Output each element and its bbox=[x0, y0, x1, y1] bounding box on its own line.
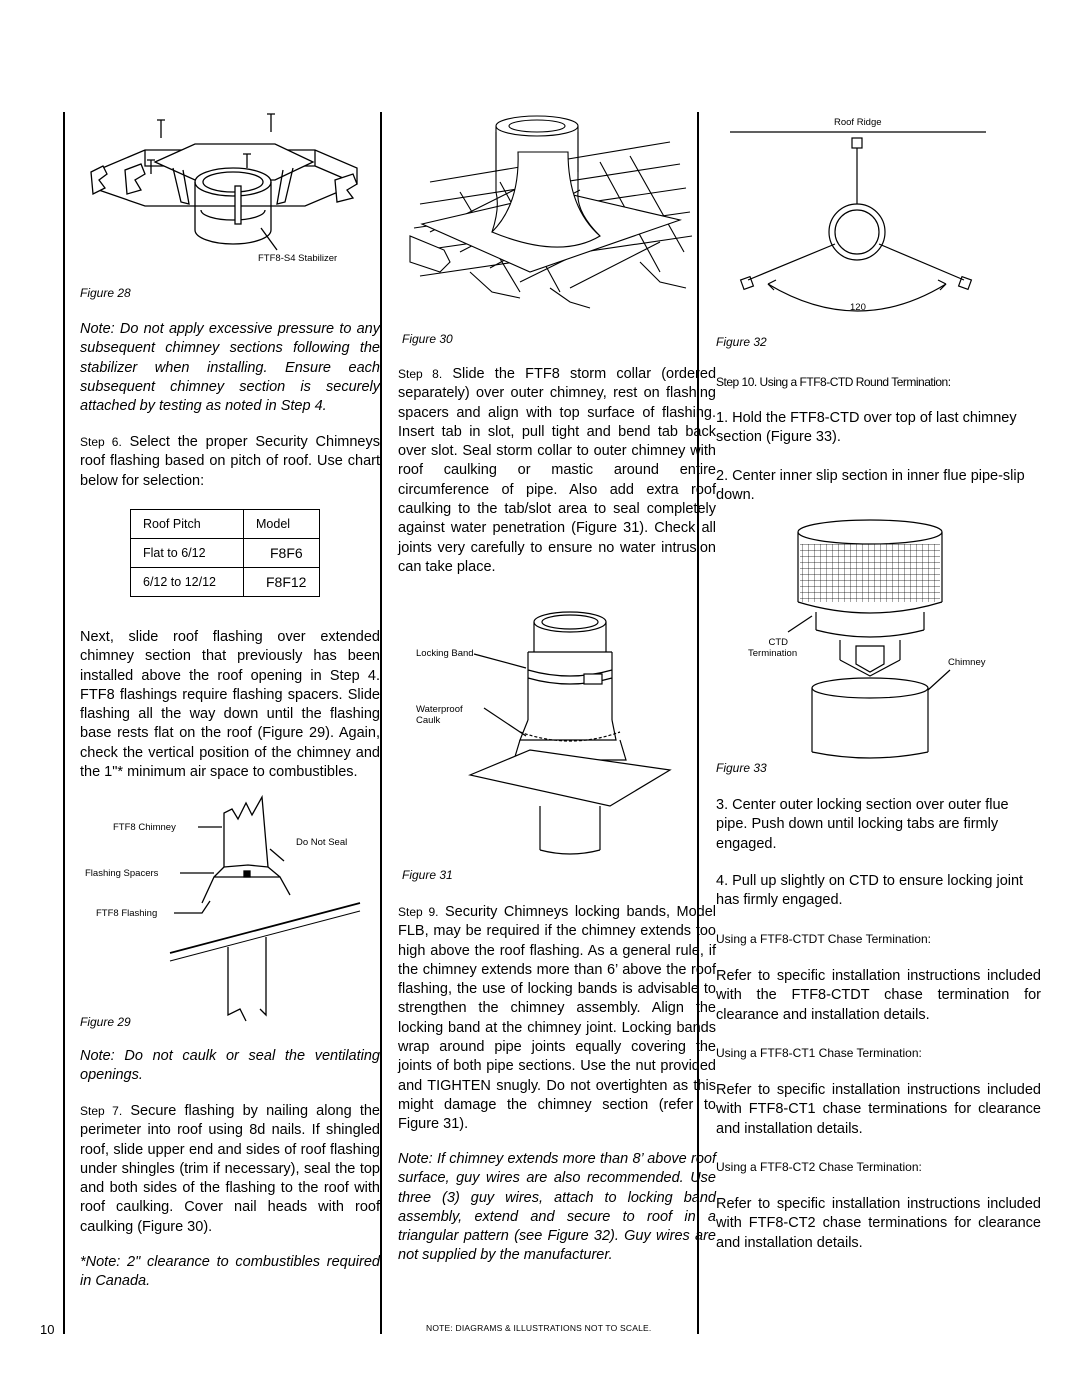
figure-29-label-flashing: FTF8 Flashing bbox=[96, 908, 158, 919]
figure-28-caption: Figure 28 bbox=[80, 286, 131, 300]
step-7-text: Secure flashing by nailing along the perimeter into roof using 8d nails. If shingled roof, slide upper end and sides of roof flashing under shingles (trim if necessary), seal the top and both sides of the flashing to the roof with roof caulking. Cover nail heads with roof caulking (Figure 30). bbox=[80, 1103, 380, 1235]
step-8-label: Step 8. bbox=[398, 367, 443, 381]
figure-29-caption: Figure 29 bbox=[80, 1015, 131, 1029]
ct1-paragraph: Refer to specific installation instructions included with FTF8-CT1 chase terminations for clearance and installation details. bbox=[716, 1082, 1041, 1137]
ctdt-paragraph: Refer to specific installation instructions included with the FTF8-CTDT chase termination for clearance and installation details. bbox=[716, 968, 1041, 1023]
step-6-text: Select the proper Security Chimneys roof flashing based on pitch of roof. Use chart below for selection: bbox=[80, 434, 380, 489]
table-cell: F8F6 bbox=[244, 539, 320, 568]
figure-31-locking-band-illustration bbox=[470, 600, 670, 850]
figure-33-label-chimney: Chimney bbox=[948, 657, 986, 668]
figure-29-label-chimney: FTF8 Chimney bbox=[113, 822, 176, 833]
step-6-label: Step 6. bbox=[80, 435, 122, 449]
figure-31-label-band: Locking Band bbox=[416, 648, 474, 659]
figure-29-label-no-seal: Do Not Seal bbox=[296, 837, 348, 848]
figure-31-caption: Figure 31 bbox=[402, 868, 453, 882]
figure-32-label-ridge: Roof Ridge bbox=[834, 117, 882, 128]
step-10-item-3: 3. Center outer locking section over outer flue pipe. Push down until locking tabs are firmly engaged. bbox=[716, 797, 1009, 852]
table-header-row bbox=[131, 510, 320, 539]
table-header-pitch: Roof Pitch bbox=[131, 510, 244, 539]
table-row bbox=[131, 568, 320, 597]
roof-pitch-table bbox=[130, 509, 320, 597]
table-cell: F8F12 bbox=[244, 568, 320, 597]
figure-30-storm-collar-illustration bbox=[400, 112, 700, 322]
ct2-heading: Using a FTF8-CT2 Chase Termination: bbox=[716, 1160, 922, 1174]
figure-32-label-angle: 120 bbox=[850, 302, 866, 313]
step-9 bbox=[398, 903, 716, 1135]
step-8-text: Slide the FTF8 storm collar (ordered separately) over outer chimney, rest on flashing spacers and align with top surface of flashing. Insert tab in slot, pull tight and bend tab back over slot. Seal storm collar to outer chimney with roof caulking or mastic around entire circumference of pipe. Also add extra roof caulking to the tab/slot area to seal completely against water penetration (Figure 31). Check all joints very carefully to ensure no water intrusion can take place. bbox=[398, 366, 717, 575]
note-guy-wires: Note: If chimney extends more than 8’ above roof surface, guy wires are also recommended. Use three (3) guy wires, attach to locking band assembly, extend and secure to roof in a triangular pattern (see Figure 32). Guy wires are not supplied by the manufacturer. bbox=[398, 1151, 716, 1264]
footer-note: NOTE: DIAGRAMS & ILLUSTRATIONS NOT TO SCALE. bbox=[426, 1323, 652, 1333]
step-7-label: Step 7. bbox=[80, 1104, 123, 1118]
figure-29-flashing-illustration bbox=[150, 795, 380, 1025]
figure-28-stabilizer-illustration bbox=[85, 110, 375, 270]
step-9-text: Security Chimneys locking bands, Model FLB, may be required if the chimney extends too high above the roof flashing. As a general rule, if the chimney extends more than 6’ above the roof flashing, the use of locking bands is advisable to strengthen the chimney assembly. Align the locking band at the chimney joint. Locking bands wrap around pipe joints equally covering the joints of both pipe sections. Use the nut provided and TIGHTEN snugly. Do not overtighten as this might damage the chimney section (refer to Figure 31). bbox=[398, 904, 716, 1133]
figure-29-label-spacers: Flashing Spacers bbox=[85, 868, 159, 879]
step-9-label: Step 9. bbox=[398, 905, 439, 919]
figure-32-caption: Figure 32 bbox=[716, 335, 767, 349]
step-8 bbox=[398, 365, 716, 577]
figure-30-caption: Figure 30 bbox=[402, 332, 453, 346]
figure-33-ctd-illustration bbox=[760, 520, 1000, 760]
ct1-heading: Using a FTF8-CT1 Chase Termination: bbox=[716, 1046, 922, 1060]
step-6 bbox=[80, 433, 380, 491]
column-rule-middle bbox=[380, 112, 382, 1334]
note-caulk-openings: Note: Do not caulk or seal the ventilating openings. bbox=[80, 1048, 380, 1084]
step-7 bbox=[80, 1102, 380, 1237]
table-header-model: Model bbox=[244, 510, 320, 539]
table-row bbox=[131, 539, 320, 568]
ct2-paragraph: Refer to specific installation instructions included with FTF8-CT2 chase terminations for clearance and installation details. bbox=[716, 1196, 1041, 1251]
flashing-paragraph: Next, slide roof flashing over extended chimney section that previously has been installed above the roof opening in Step 4. FTF8 flashings require flashing spacers. Slide flashing all the way down until the flashing base rests flat on the roof (Figure 29). Again, check the vertical position of the chimney and the 1"* minimum air space to combustibles. bbox=[80, 629, 380, 781]
figure-31-label-caulk: Waterproof Caulk bbox=[416, 704, 463, 726]
figure-33-caption: Figure 33 bbox=[716, 761, 767, 775]
ctdt-heading: Using a FTF8-CTDT Chase Termination: bbox=[716, 932, 931, 946]
column-rule-left bbox=[63, 112, 65, 1334]
table-cell: 6/12 to 12/12 bbox=[131, 568, 244, 597]
figure-32-guy-wire-diagram bbox=[730, 128, 990, 318]
page-number: 10 bbox=[40, 1322, 55, 1337]
figure-28-label-stabilizer: FTF8-S4 Stabilizer bbox=[258, 253, 338, 264]
figure-33-label-ctd: CTD Termination bbox=[748, 637, 798, 659]
step-10-item-1: 1. Hold the FTF8-CTD over top of last chimney section (Figure 33). bbox=[716, 410, 1017, 446]
note-canada-clearance: *Note: 2" clearance to combustibles required in Canada. bbox=[80, 1254, 380, 1290]
step-10-heading: Step 10. Using a FTF8-CTD Round Termination: bbox=[716, 375, 951, 389]
step-10-item-2: 2. Center inner slip section in inner flue pipe-slip down. bbox=[716, 468, 1025, 504]
table-cell: Flat to 6/12 bbox=[131, 539, 244, 568]
note-excessive-pressure: Note: Do not apply excessive pressure to any subsequent chimney sections following the stabilizer when installing. Ensure each subsequent chimney section is securely attached by testing as noted in Step 4. bbox=[80, 321, 380, 415]
step-10-item-4: 4. Pull up slightly on CTD to ensure locking joint has firmly engaged. bbox=[716, 873, 1024, 909]
